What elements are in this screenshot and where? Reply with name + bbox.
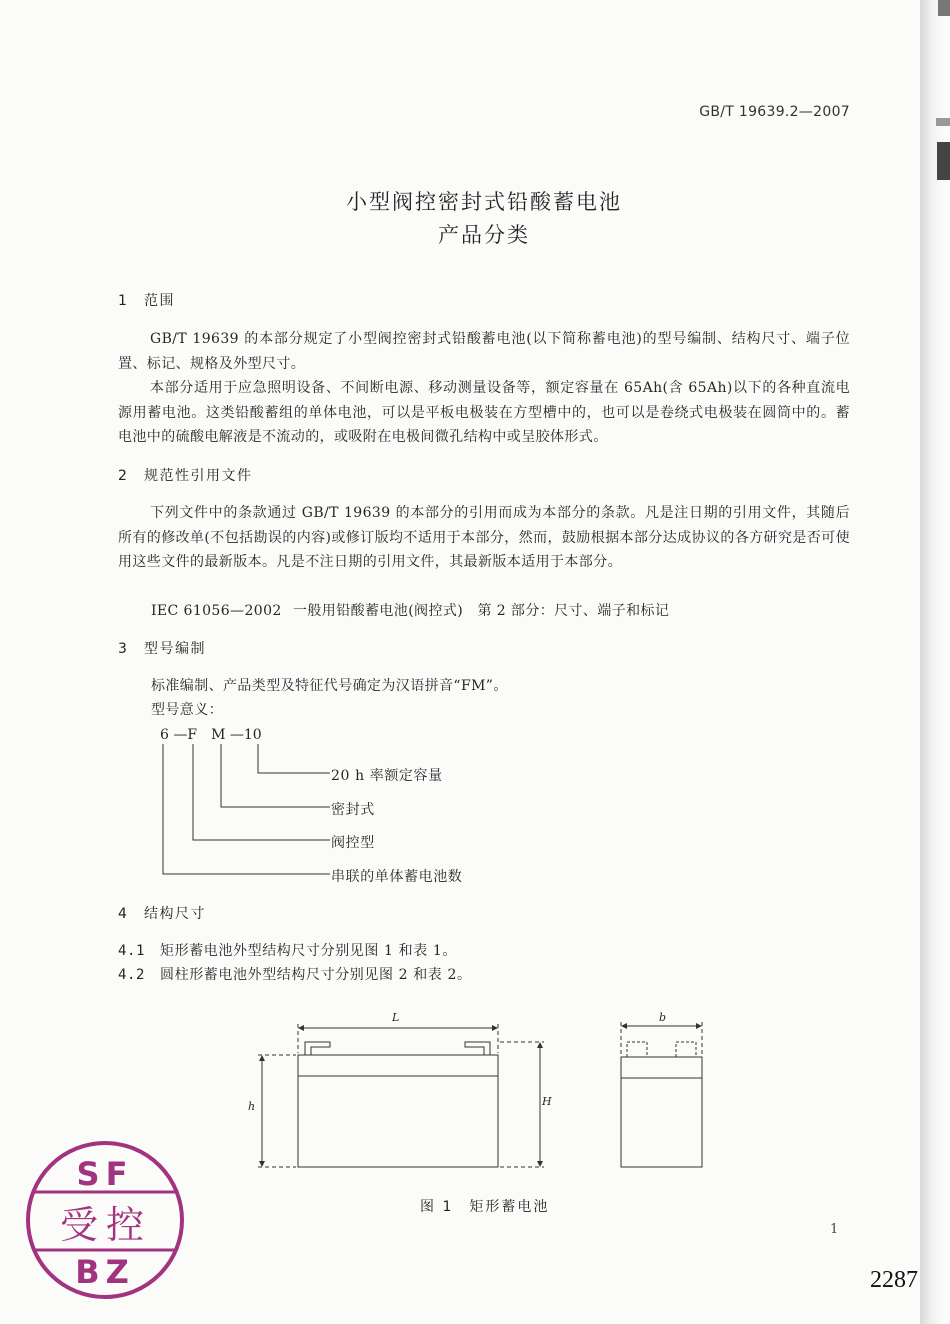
section-title: 型号编制 (144, 641, 206, 657)
dim-label-b: b (659, 1011, 667, 1024)
page-number: 1 (830, 1222, 839, 1237)
standard-code: GB/T 19639.2—2007 (699, 104, 850, 120)
dim-label-H: H (542, 1095, 552, 1108)
model-label-cells: 串联的单体蓄电池数 (331, 869, 463, 885)
section-title: 结构尺寸 (144, 906, 206, 922)
model-label-capacity: 20 h 率额定容量 (331, 768, 443, 784)
section-number: 1 (118, 293, 129, 309)
clause-text: 圆柱形蓄电池外型结构尺寸分别见图 2 和表 2。 (160, 967, 472, 983)
dim-label-L: L (392, 1011, 400, 1024)
stamp-text-top: SF (76, 1155, 134, 1193)
section-1-paragraph-1: GB/T 19639 的本部分规定了小型阀控密封式铅酸蓄电池(以下简称蓄电池)的型号编制、结构尺寸、端子位置、标记、规格及外型尺寸。 (118, 331, 850, 372)
section-number: 3 (118, 641, 129, 657)
section-number: 2 (118, 468, 129, 484)
section-1-paragraph-2: 本部分适用于应急照明设备、不间断电源、移动测量设备等，额定容量在 65Ah(含 65Ah)以下的各种直流电源用蓄电池。这类铅酸蓄组的单体电池，可以是平板电极装在方型槽中的，也可以是卷绕式电极装在圆筒中的。蓄电池中的硫酸电解液是不流动的，或吸附在电极间微孔结构中或呈胶体形式。 (118, 380, 850, 445)
section-number: 4 (118, 906, 129, 922)
model-label-sealed: 密封式 (331, 802, 375, 818)
section-title: 规范性引用文件 (144, 468, 253, 484)
stamp-text-middle: 受控 (59, 1203, 153, 1247)
document-title: 小型阀控密封式铅酸蓄电池 (346, 190, 622, 214)
section-title: 范围 (144, 293, 175, 309)
stamp-text-bottom: BZ (75, 1253, 135, 1291)
document-subtitle: 产品分类 (438, 223, 530, 247)
section-3-paragraph-2: 型号意义： (151, 702, 223, 718)
figure-1-caption: 图 1 矩形蓄电池 (420, 1199, 550, 1215)
reference-title: 一般用铅酸蓄电池(阀控式) 第 2 部分：尺寸、端子和标记 (293, 603, 670, 619)
clause-number: 4.1 (118, 943, 146, 959)
clause-text: 矩形蓄电池外型结构尺寸分别见图 1 和表 1。 (160, 943, 457, 959)
model-code: 6 —F M —10 (160, 727, 262, 743)
dim-label-h: h (248, 1100, 256, 1113)
folio-number: 2287 (870, 1267, 918, 1293)
clause-number: 4.2 (118, 967, 146, 983)
reference-code: IEC 61056—2002 (151, 603, 282, 619)
model-label-valve: 阀控型 (331, 835, 375, 851)
section-3-paragraph-1: 标准编制、产品类型及特征代号确定为汉语拼音“FM”。 (151, 678, 508, 694)
section-2-paragraph-1: 下列文件中的条款通过 GB/T 19639 的本部分的引用而成为本部分的条款。凡是注日期的引用文件，其随后所有的修改单(不包括勘误的内容)或修订版均不适用于本部分，然而，鼓励根据本部分达成协议的各方研究是否可使用这些文件的最新版本。凡是不注日期的引用文件，其最新版本适用于本部分。 (118, 505, 850, 570)
